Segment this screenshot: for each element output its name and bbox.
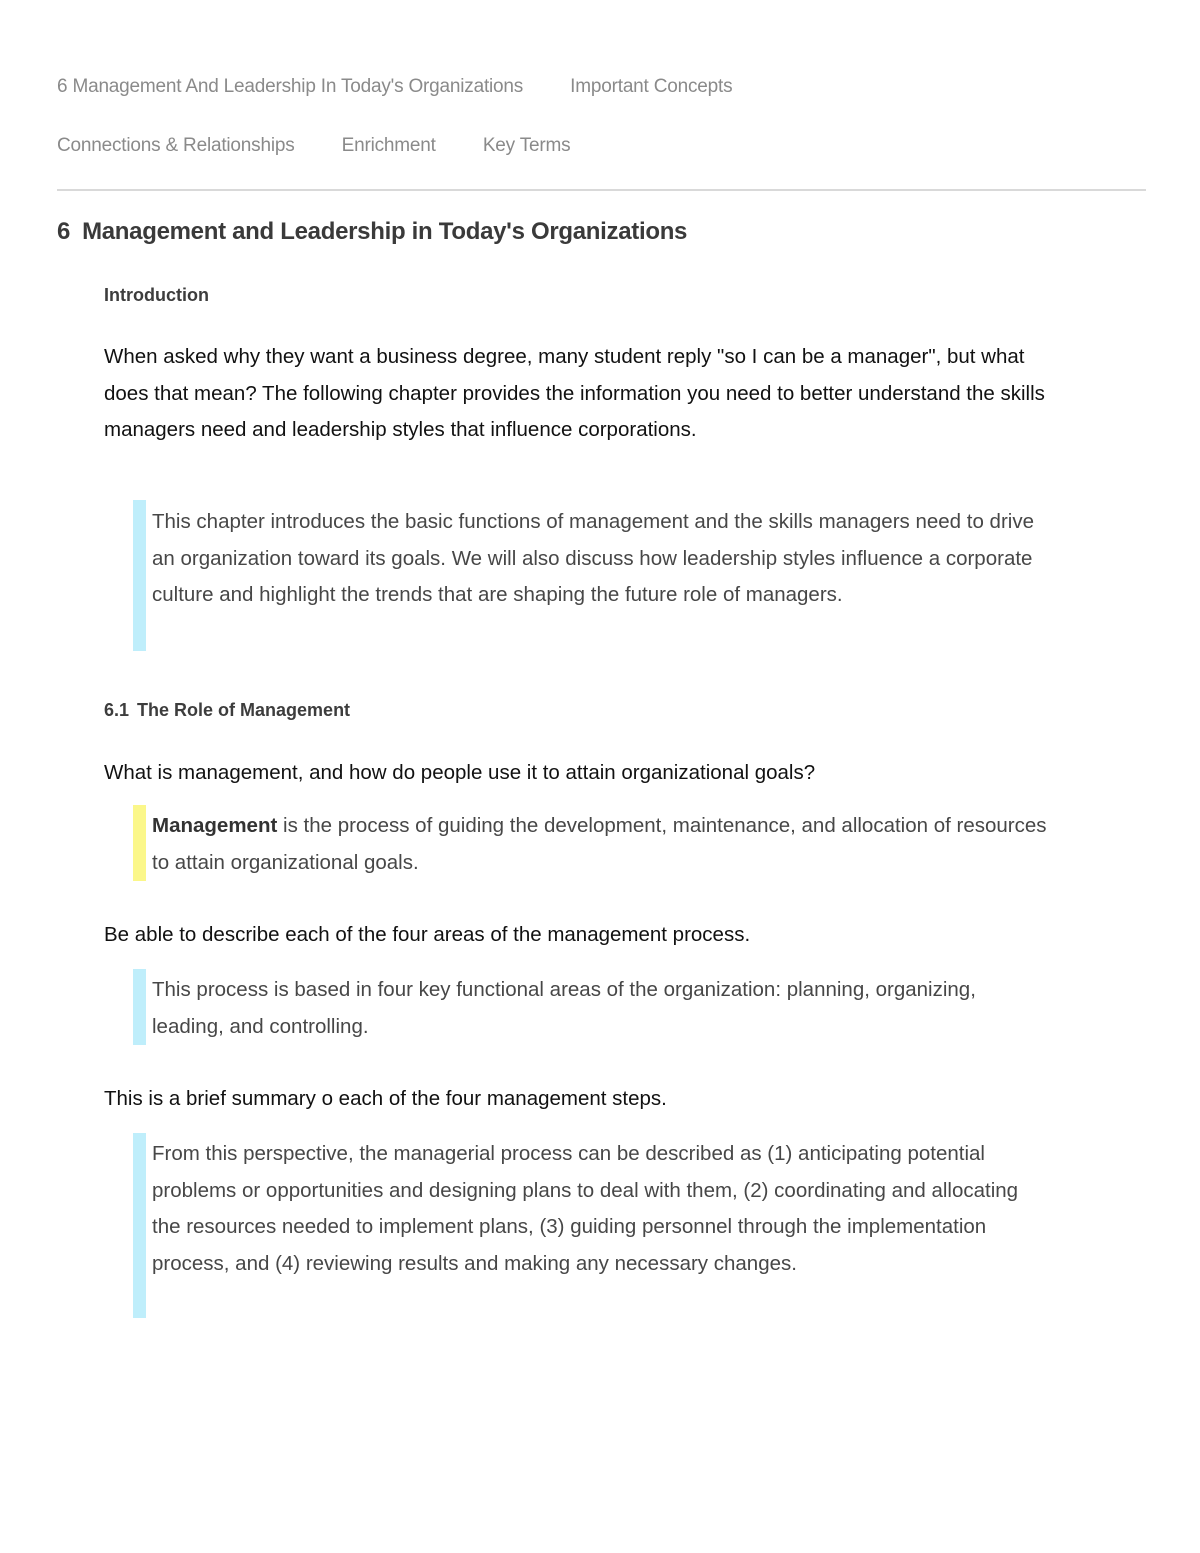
introduction-paragraph: When asked why they want a business degree, many student reply "so I can be a manager", but what does that mean? The following chapter provides the information you need to better understand the skills managers need and leadership styles that influence corporations.: [104, 345, 1045, 442]
nav-row-primary: [57, 76, 774, 98]
note-highlight-bar: [133, 500, 146, 651]
section-6-1-heading: [104, 700, 350, 721]
management-question: What is management, and how do people use it to attain organizational goals?: [104, 761, 816, 784]
definition-term: Management: [152, 814, 278, 837]
note-highlight-bar: [133, 969, 146, 1045]
four-areas-prompt: Be able to describe each of the four areas of the management process.: [104, 923, 751, 946]
nav-link-enrichment[interactable]: Enrichment: [341, 135, 436, 156]
nav-link-key-terms[interactable]: Key Terms: [482, 135, 571, 156]
nav-link-chapter[interactable]: 6 Management And Leadership In Today's Organizations: [57, 76, 524, 97]
management-definition-text: [133, 805, 1048, 881]
nav-row-secondary: [57, 135, 612, 157]
introduction-heading: Introduction: [104, 285, 209, 305]
introduction-note-text: This chapter introduces the basic functions of management and the skills managers need to drive an organization toward its goals. We will also discuss how leadership styles influence a corporate culture and highlight the trends that are shaping the future role of managers.: [152, 510, 1034, 607]
management-definition-note: [133, 805, 1048, 881]
nav-link-important-concepts[interactable]: Important Concepts: [570, 76, 733, 97]
section-title: The Role of Management: [137, 700, 351, 720]
four-areas-note: [133, 969, 1048, 1045]
section-number: 6.1: [104, 700, 130, 720]
note-highlight-bar: [133, 1133, 146, 1318]
summary-prompt: This is a brief summary o each of the four management steps.: [104, 1087, 667, 1110]
nav-divider: [57, 189, 1146, 191]
summary-note-text: From this perspective, the managerial process can be described as (1) anticipating potential problems or opportunities and designing plans to deal with them, (2) coordinating and allocating the resources needed to implement plans, (3) guiding personnel through the implementation process, and (4) reviewing results and making any necessary changes.: [152, 1142, 1019, 1276]
introduction-note: [133, 500, 1048, 651]
definition-rest: is the process of guiding the development, maintenance, and allocation of resources to attain organizational goals.: [152, 814, 1047, 874]
nav-link-connections-relationships[interactable]: Connections & Relationships: [57, 135, 295, 156]
summary-note: [133, 1133, 1048, 1318]
chapter-title-text: Management and Leadership in Today's Organizations: [82, 218, 688, 245]
chapter-number: 6: [57, 218, 71, 245]
chapter-title: [57, 218, 687, 246]
definition-highlight-bar: [133, 805, 146, 881]
four-areas-note-text: This process is based in four key functional areas of the organization: planning, organizing, leading, and controlling.: [152, 978, 976, 1038]
